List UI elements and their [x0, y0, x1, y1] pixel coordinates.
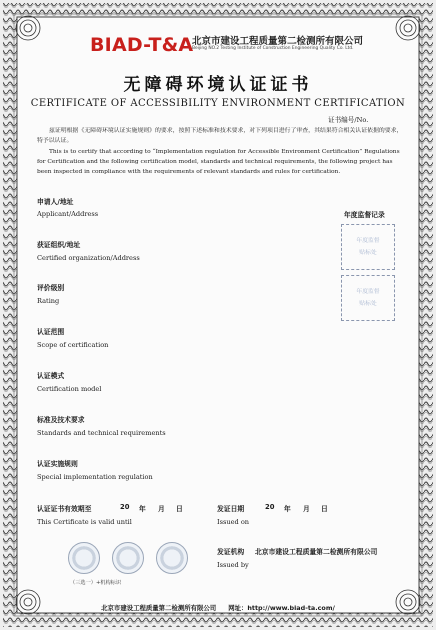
footer-website: 网址：http://www.biad-ta.com/: [228, 604, 335, 612]
field-rating-cn: 评价级别: [37, 284, 65, 292]
validity-label-cn: 认证证书有效期至: [37, 505, 92, 513]
annual-stamp-box-1: [341, 224, 395, 270]
intro-en: This is to certify that according to “Implementation regulation for Accessible Environment Certification” Regulations for Certification and the following certification model, standards and technical requirements, the following project has been inspected in compliance with the requirements of relevant standards and rules for certification.: [37, 149, 400, 175]
org-name-cn: 北京市建设工程质量第二检测所有限公司: [192, 36, 364, 47]
field-regulation-cn: 认证实施规则: [37, 460, 78, 468]
issue-month: 月: [303, 505, 310, 513]
stamp-text-line2: 贴标处: [359, 301, 377, 307]
field-certified-org-cn: 获证组织/地址: [37, 241, 81, 249]
validity-label-en: This Certificate is valid until: [37, 518, 132, 526]
validity-day: 日: [176, 505, 183, 513]
title-en: CERTIFICATE OF ACCESSIBILITY ENVIRONMENT CERTIFICATION: [30, 98, 406, 109]
seal-caption: （三选一）+机构标识: [70, 580, 122, 586]
org-name-en: Beijing NO.2 Testing Institute of Construction Engineering Quality Co. Ltd.: [192, 46, 354, 51]
issuer-org: 北京市建设工程质量第二检测所有限公司: [255, 548, 378, 556]
field-certified-org-en: Certified organization/Address: [37, 254, 140, 262]
issuer-label-cn: 发证机构: [217, 548, 245, 556]
field-scope-en: Scope of certification: [37, 341, 109, 349]
seal-icon: [68, 542, 100, 574]
seal-icon: [156, 542, 188, 574]
field-model-en: Certification model: [37, 385, 102, 393]
stamp-text-line2: 贴标处: [359, 250, 377, 256]
logo: BIAD-T&A: [90, 34, 194, 56]
field-applicant-en: Applicant/Address: [37, 210, 99, 218]
stamp-text-line1: 年度监督: [356, 289, 380, 295]
issue-date-label-cn: 发证日期: [217, 505, 245, 513]
intro-cn: 兹证明根据《无障碍环境认证实施规则》的要求，按照下述标准和技术要求，对下列项目进行了审查，其结果符合相关认证依据的要求，特予以认证。: [37, 128, 403, 144]
footer-org: 北京市建设工程质量第二检测所有限公司: [101, 604, 217, 612]
issuer-label-en: Issued by: [217, 561, 249, 569]
field-standards-cn: 标准及技术要求: [37, 416, 85, 424]
validity-year-num: 20: [120, 503, 130, 511]
title-cn: 无障碍环境认证证书: [123, 75, 313, 95]
field-applicant-cn: 申请人/地址: [37, 198, 74, 206]
field-model-cn: 认证模式: [37, 372, 65, 380]
footer: [0, 603, 436, 612]
seal-icon: [112, 542, 144, 574]
stamp-text-line1: 年度监督: [356, 238, 380, 244]
field-standards-en: Standards and technical requirements: [37, 429, 166, 437]
cert-no-label: 证书编号/No.: [328, 116, 369, 124]
field-rating-en: Rating: [37, 297, 60, 305]
validity-month: 月: [158, 505, 165, 513]
annual-stamp-box-2: [341, 275, 395, 321]
issue-year-num: 20: [265, 503, 275, 511]
field-scope-cn: 认证范围: [37, 328, 65, 336]
validity-year: 年: [139, 505, 146, 513]
annual-record-title: 年度监督记录: [344, 211, 385, 219]
field-regulation-en: Special implementation regulation: [37, 473, 153, 481]
issue-date-label-en: Issued on: [217, 518, 250, 526]
issue-day: 日: [321, 505, 328, 513]
issue-year: 年: [284, 505, 291, 513]
